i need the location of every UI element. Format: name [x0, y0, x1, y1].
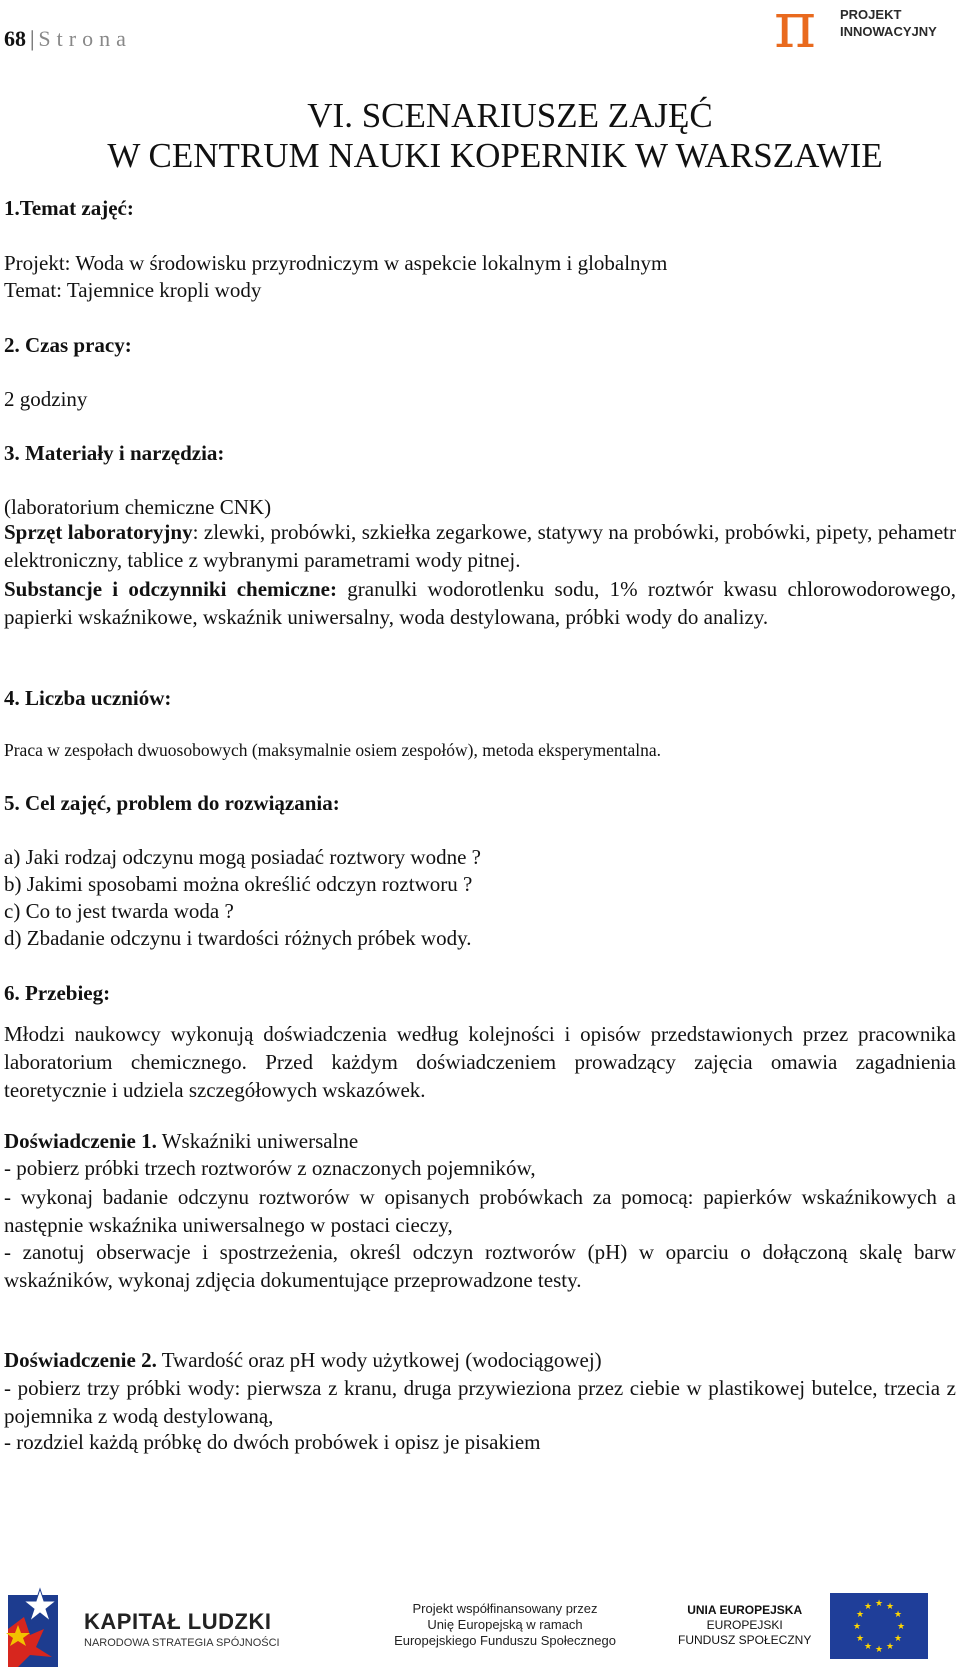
experiment-2-step-1: - pobierz trzy próbki wody: pierwsza z kranu, druga przywieziona przez ciebie w plastikowej butelce, trzecia z pojemnika z wodą destylowaną, [4, 1376, 956, 1428]
eu-flag-icon [830, 1593, 928, 1659]
project-line: Projekt: Woda w środowisku przyrodniczym w aspekcie lokalnym i globalnym [4, 251, 668, 275]
title-line-2: W CENTRUM NAUKI KOPERNIK W WARSZAWIE [107, 136, 883, 175]
students-text: Praca w zespołach dwuosobowych (maksymalnie osiem zespołów), metoda eksperymentalna. [4, 740, 662, 760]
procedure-paragraph: Młodzi naukowcy wykonują doświadczenia według kolejności i opisów przedstawionych przez pracownika laboratorium chemicznego. Przed każdym doświadczeniem prowadzący zajęcia omawia zagadnienia teoretycznie i udziela szczegółowych wskazówek. [4, 1022, 956, 1102]
equipment-text: : zlewki, probówki, szkiełka zegarkowe, statywy na probówki, probówki, pipety, pehametr elektroniczny, tablice z wybranymi parametrami wody pitnej. [4, 520, 957, 572]
svg-text:★: ★ [874, 1599, 884, 1609]
substances-text: granulki wodorotlenku sodu, 1% roztwór kwasu chlorowodorowego, papierki wskaźnikowe, wskaźnik uniwersalny, woda destylowana, próbki wody do analizy. [4, 577, 956, 629]
experiment-1-name: Wskaźniki uniwersalne [156, 1129, 359, 1153]
goal-item-c: c) Co to jest twarda woda ? [4, 899, 234, 923]
experiment-2-step-2: - rozdziel każdą próbkę do dwóch probówek i opisz je pisakiem [4, 1430, 541, 1454]
duration-value: 2 godziny [4, 387, 88, 411]
equipment-paragraph [4, 518, 956, 574]
svg-text:★: ★ [852, 1622, 862, 1632]
page-separator: | [30, 26, 35, 51]
lab-note: (laboratorium chemiczne CNK) [4, 495, 272, 519]
pi-icon: π [774, 0, 817, 63]
eu-line-1: UNIA EUROPEJSKA [687, 1603, 803, 1617]
section-2-heading: 2. Czas pracy: [4, 333, 132, 357]
svg-text:★: ★ [893, 1634, 903, 1644]
svg-text:★: ★ [885, 1602, 895, 1612]
svg-text:★: ★ [863, 1642, 873, 1652]
experiment-1-step-2: - wykonaj badanie odczynu roztworów w opisanych probówkach za pomocą: papierków wskaźnikowych a następnie wskaźnika uniwersalnego w postaci cieczy, [4, 1185, 956, 1237]
cofinancing-line-2: Unię Europejską w ramach [427, 1617, 583, 1632]
page-title [0, 96, 960, 176]
page-word: Strona [38, 26, 132, 51]
svg-text:★: ★ [863, 1602, 873, 1612]
section-4-heading: 4. Liczba uczniów: [4, 686, 172, 710]
svg-text:★: ★ [855, 1610, 865, 1620]
section-6-heading: 6. Przebieg: [4, 981, 111, 1005]
title-line-1: VI. SCENARIUSZE ZAJĘĆ [307, 96, 713, 135]
eu-line-2: EUROPEJSKI [706, 1618, 783, 1632]
experiment-1-title [4, 1129, 358, 1154]
eu-fund-label [678, 1603, 811, 1648]
kapital-ludzki-title: KAPITAŁ LUDZKI [84, 1609, 272, 1634]
kapital-ludzki-subtitle: NARODOWA STRATEGIA SPÓJNOŚCI [84, 1637, 280, 1649]
goal-item-b: b) Jakimi sposobami można określić odczyn roztworu ? [4, 872, 473, 896]
substances-paragraph [4, 575, 956, 631]
cofinancing-line-3: Europejskiego Funduszu Społecznego [394, 1633, 616, 1648]
section-1-heading: 1.Temat zajęć: [4, 196, 134, 220]
experiment-2-label: Doświadczenie 2. [4, 1348, 157, 1372]
experiment-1-step-1: - pobierz próbki trzech roztworów z oznaczonych pojemników, [4, 1156, 536, 1180]
equipment-label: Sprzęt laboratoryjny [4, 520, 193, 544]
goal-item-a: a) Jaki rodzaj odczynu mogą posiadać roztwory wodne ? [4, 845, 481, 869]
svg-text:★: ★ [855, 1634, 865, 1644]
experiment-1-label: Doświadczenie 1. [4, 1129, 157, 1153]
logo-line-2: INNOWACYJNY [840, 24, 937, 39]
page-number-value: 68 [4, 26, 26, 51]
svg-text:★: ★ [885, 1642, 895, 1652]
experiment-2-name: Twardość oraz pH wody użytkowej (wodociągowej) [156, 1348, 602, 1372]
topic-line: Temat: Tajemnice kropli wody [4, 278, 262, 302]
footer [0, 1585, 960, 1671]
svg-text:★: ★ [874, 1645, 884, 1655]
svg-text:★: ★ [896, 1622, 906, 1632]
cofinancing-line-1: Projekt współfinansowany przez [412, 1601, 598, 1616]
cofinancing-note [380, 1601, 630, 1649]
section-5-heading: 5. Cel zajęć, problem do rozwiązania: [4, 791, 340, 815]
kapital-ludzki-emblem-icon [0, 1585, 70, 1669]
projekt-innowacyjny-logo [774, 0, 952, 63]
experiment-2-title [4, 1348, 602, 1373]
svg-text:★: ★ [893, 1610, 903, 1620]
experiment-1-step-3: - zanotuj obserwacje i spostrzeżenia, określ odczyn roztworów (pH) w oparciu o dołączoną skalę barw wskaźników, wykonaj zdjęcia dokumentujące przeprowadzone testy. [4, 1240, 956, 1292]
goal-item-d: d) Zbadanie odczynu i twardości różnych próbek wody. [4, 926, 472, 950]
eu-line-3: FUNDUSZ SPOŁECZNY [678, 1633, 812, 1647]
substances-label: Substancje i odczynniki chemiczne: [4, 577, 337, 601]
section-3-heading: 3. Materiały i narzędzia: [4, 441, 225, 465]
logo-line-1: PROJEKT [840, 7, 902, 22]
page-number [4, 26, 132, 52]
